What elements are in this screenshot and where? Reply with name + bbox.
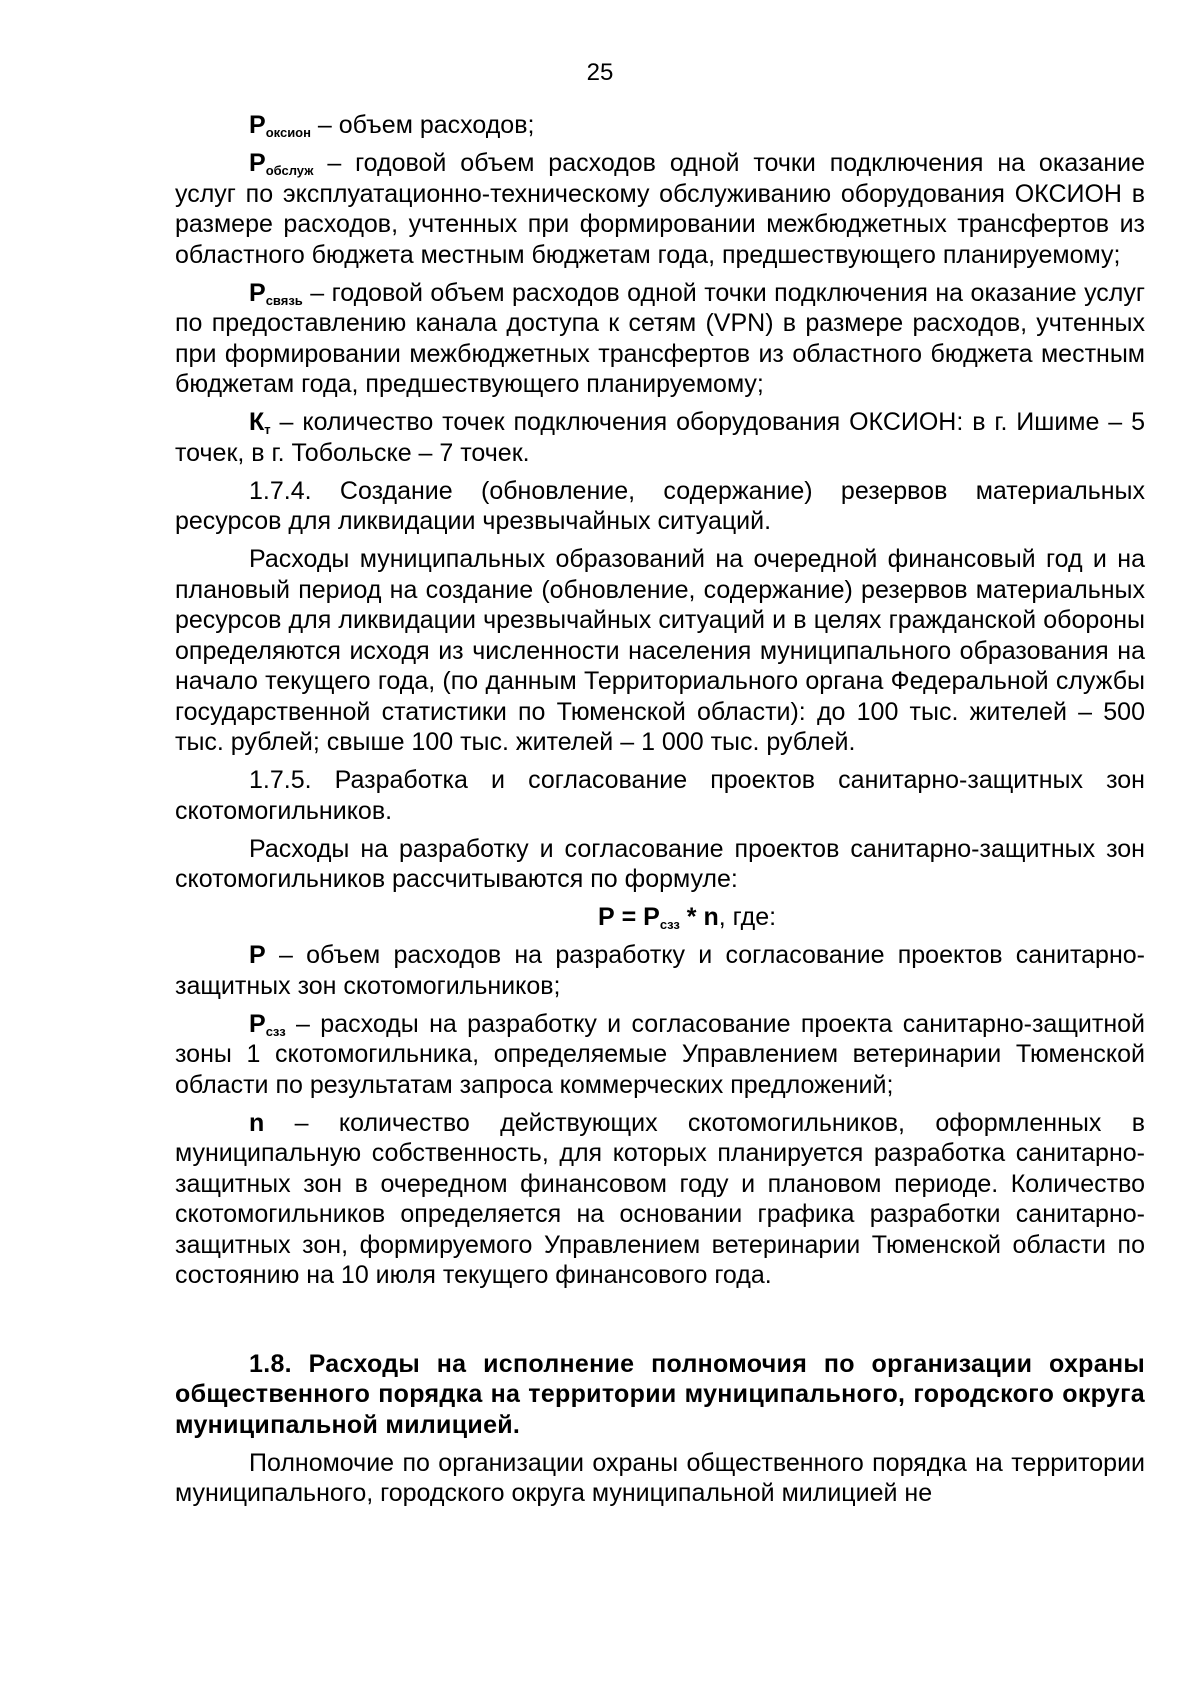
definition-text: – расходы на разработку и согласование проекта санитарно-защитной зоны 1 скотомогильника, определяемые Управлением ветеринарии Тюменской области по результатам запроса коммерческих предложений; xyxy=(175,1009,1145,1099)
formula-n: n xyxy=(703,903,719,931)
symbol: n xyxy=(249,1108,265,1137)
definition-p-obsluzh xyxy=(175,148,1145,270)
definition-p-szz xyxy=(175,1009,1145,1101)
item-1-7-4-body: Расходы муниципальных образований на очередной финансовый год и на плановый период на создание (обновление, содержание) резервов материальных ресурсов для ликвидации чрезвычайных ситуаций и в целях гражданской обороны определяются исходя из численности населения муниципального образования на начало текущего года, (по данным Территориального органа Федеральной службы государственной статистики по Тюменской области): до 100 тыс. жителей – 500 тыс. рублей; свыше 100 тыс. жителей – 1 000 тыс. рублей. xyxy=(175,545,1145,756)
symbol: К xyxy=(249,408,265,436)
symbol: Р xyxy=(249,111,266,139)
definition-text: – объем расходов; xyxy=(310,111,535,139)
definition-k-t xyxy=(175,407,1145,468)
symbol: Р xyxy=(249,149,266,177)
definition-text: – количество действующих скотомогильников, оформленных в муниципальную собственность, для которых планируется разработка санитарно-защитных зон в очередном финансовом году и плановом периоде. Количество скотомогильников определяется на основании графика разработки санитарно-защитных зон, формируемого Управлением ветеринарии Тюменской области по состоянию на 10 июля текущего финансового года. xyxy=(175,1108,1145,1289)
formula-subscript: сзз xyxy=(659,917,680,932)
section-1-8-body: Полномочие по организации охраны общественного порядка на территории муниципального, городского округа муниципальной милицией не xyxy=(175,1448,1145,1507)
formula-operator: * xyxy=(679,903,704,931)
symbol: Р xyxy=(249,941,266,969)
subscript: оксион xyxy=(265,125,311,140)
definition-p-svyaz xyxy=(175,278,1145,400)
formula-lhs: Р = Р xyxy=(598,903,660,931)
item-1-7-4-title: 1.7.4. Создание (обновление, содержание) резервов материальных ресурсов для ликвидации чрезвычайных ситуаций. xyxy=(175,476,1145,535)
page-number: 25 xyxy=(586,59,614,86)
formula-tail: , где: xyxy=(718,903,777,931)
definition-text: – годовой объем расходов одной точки подключения на оказание услуг по эксплуатационно-техническому обслуживанию оборудования ОКСИОН в размере расходов, учтенных при формировании межбюджетных трансфертов из областного бюджета местным бюджетам года, предшествующего планируемому; xyxy=(175,149,1145,269)
definition-text: – количество точек подключения оборудования ОКСИОН: в г. Ишиме – 5 точек, в г. Тобольске – 7 точек. xyxy=(175,408,1145,467)
definition-p xyxy=(175,940,1145,1001)
item-1-7-5-body: Расходы на разработку и согласование проектов санитарно-защитных зон скотомогильников рассчитываются по формуле: xyxy=(175,834,1145,893)
definition-p-oksion xyxy=(175,110,1145,141)
section-1-8-heading: 1.8. Расходы на исполнение полномочия по организации охраны общественного порядка на территории муниципального, городского округа муниципальной милицией. xyxy=(175,1349,1145,1439)
document-body xyxy=(175,110,1145,1516)
subscript: т xyxy=(264,422,271,437)
subscript: связь xyxy=(265,292,303,308)
definition-n xyxy=(175,1108,1145,1291)
subscript: обслуж xyxy=(265,163,314,178)
subscript: сзз xyxy=(265,1023,286,1039)
formula xyxy=(175,902,1145,933)
definition-text: – годовой объем расходов одной точки подключения на оказание услуг по предоставлению канала доступа к сетям (VPN) в размере расходов, учтенных при формировании межбюджетных трансфертов из областного бюджета местным бюджетам года, предшествующего планируемому; xyxy=(175,278,1145,398)
item-1-7-5-title: 1.7.5. Разработка и согласование проектов санитарно-защитных зон скотомогильников. xyxy=(175,766,1145,825)
symbol: Р xyxy=(249,278,266,307)
symbol: Р xyxy=(249,1009,266,1038)
definition-text: – объем расходов на разработку и согласование проектов санитарно-защитных зон скотомогильников; xyxy=(175,941,1145,1000)
